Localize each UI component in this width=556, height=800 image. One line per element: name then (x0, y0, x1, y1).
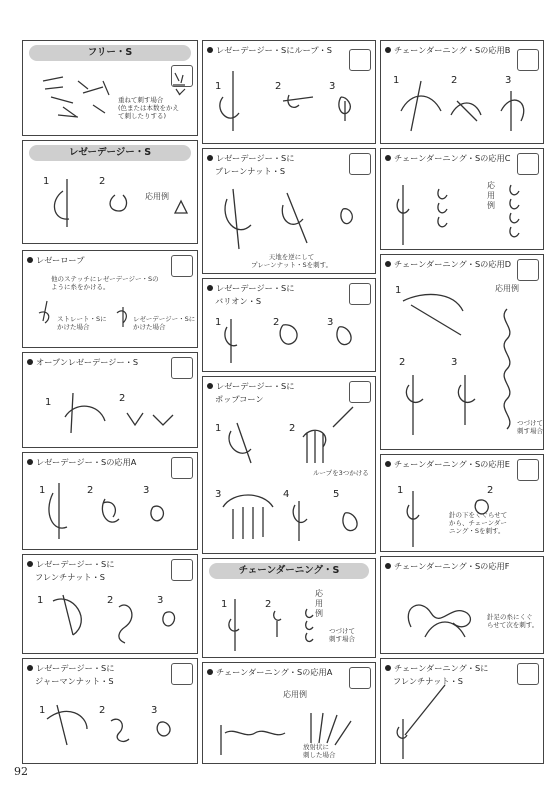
panel-title (381, 557, 543, 575)
example-label: 応用例 (283, 690, 307, 699)
panel-chain-app-c (380, 148, 544, 250)
step-number: 1 (397, 485, 404, 496)
bullet-icon (385, 261, 391, 267)
step-number: 3 (157, 595, 164, 606)
step-number: 3 (327, 317, 334, 328)
panel-lazy-daisy-app-a (22, 452, 198, 550)
drop-icon (171, 559, 193, 581)
step-number: 2 (99, 176, 106, 187)
bullet-icon (27, 561, 33, 567)
panel-lazy-loop (202, 40, 376, 144)
example-label: 応用例 (487, 181, 495, 210)
panel-lazy-french-knot (22, 554, 198, 654)
rope-note: 他のステッチにレゼーデージー・Sの ように糸をかける。 (51, 275, 159, 291)
knot-icon (517, 663, 539, 685)
step-number: 1 (45, 397, 52, 408)
app-e-note: 針の下をくぐらせて から、チェーンダー ニング・Sを刺す。 (449, 511, 508, 535)
panel-title-text: レゼーデージー・Sの応用A (36, 457, 137, 467)
panel-title-text: チェーンダーニング・Sの応用F (394, 561, 510, 571)
chain-icon (517, 153, 539, 175)
panel-title: レゼーデージー・S (29, 145, 191, 161)
step-number: 2 (273, 317, 280, 328)
panel-title-line2: フレンチナット・S (35, 572, 106, 582)
panel-chain-darning (202, 558, 376, 658)
panel-free-stitch (22, 40, 198, 136)
panel-open-lazy-daisy (22, 352, 198, 448)
panel-title-text: チェーンダーニング・Sの応用B (394, 45, 511, 55)
step-number: 3 (505, 75, 512, 86)
bullet-icon (207, 155, 213, 161)
plain-note: 天地を逆にして プレーンナット・Sを刺す。 (251, 253, 333, 269)
loop-icon (517, 459, 539, 481)
bullet-icon (27, 359, 33, 365)
panel-title: チェーンダーニング・S (209, 563, 369, 579)
step-number: 3 (451, 357, 458, 368)
popcorn-note: ループを3つかける (313, 469, 369, 477)
panel-chain-french-knot (380, 658, 544, 764)
step-number: 2 (399, 357, 406, 368)
burst-icon (171, 65, 193, 87)
bullet-icon (207, 383, 213, 389)
step-number: 1 (395, 285, 402, 296)
panel-title-text: チェーンダーニング・Sの応用D (394, 259, 512, 269)
panel-lazy-plain-knot (202, 148, 376, 274)
panel-chain-app-e (380, 454, 544, 552)
example-label: 応用例 (315, 589, 323, 618)
bullet-icon (385, 563, 391, 569)
step-number: 3 (329, 81, 336, 92)
app-f-note: 針足の糸にくぐ らせて次を刺す。 (487, 613, 539, 629)
triangle-icon (171, 663, 193, 685)
step-number: 1 (393, 75, 400, 86)
bullet-icon (385, 47, 391, 53)
panel-lazy-german-knot (22, 658, 198, 764)
step-number: 1 (37, 595, 44, 606)
panel-title-text: チェーンダーニング・Sに (394, 663, 489, 673)
panel-title-text: オープンレゼーデージー・S (36, 357, 139, 367)
panel-title: フリー・S (29, 45, 191, 61)
step-number: 2 (87, 485, 94, 496)
daisy-label: レゼーデージー・Sに かけた場合 (133, 315, 196, 331)
step-number: 2 (119, 393, 126, 404)
step-number: 1 (43, 176, 50, 187)
straight-label: ストレート・Sに かけた場合 (57, 315, 107, 331)
sprig-icon (517, 49, 539, 71)
bullet-icon (27, 665, 33, 671)
bullet-icon (385, 461, 391, 467)
step-number: 3 (215, 489, 222, 500)
flower-icon (349, 667, 371, 689)
bullet-icon (27, 257, 33, 263)
chain-darning-note: つづけて 刺す場合 (329, 627, 355, 643)
bullet-icon (207, 669, 213, 675)
panel-title-line2: フレンチナット・S (393, 676, 464, 686)
panel-title-line2: プレーンナット・S (215, 166, 286, 176)
panel-title-text: レゼーデージー・Sに (216, 381, 295, 391)
bullet-icon (207, 285, 213, 291)
step-number: 1 (215, 81, 222, 92)
panel-title-text: チェーンダーニング・Sの応用E (394, 459, 510, 469)
step-number: 1 (39, 705, 46, 716)
panel-chain-darning-app-a (202, 662, 376, 764)
step-number: 1 (215, 423, 222, 434)
panel-title-text: チェーンダーニング・Sの応用C (394, 153, 511, 163)
example-label: 応用例 (145, 192, 169, 201)
step-number: 5 (333, 489, 340, 500)
drop-icon (349, 49, 371, 71)
step-number: 2 (289, 423, 296, 434)
popcorn-icon (349, 381, 371, 403)
drop-icon (349, 153, 371, 175)
leaf-icon (171, 457, 193, 479)
step-number: 3 (151, 705, 158, 716)
page-number: 92 (14, 765, 28, 778)
bullet-icon (27, 459, 33, 465)
panel-title-text: レゼーデージー・Sに (216, 153, 295, 163)
arch-icon (171, 357, 193, 379)
panel-lazy-bullion (202, 278, 376, 372)
step-number: 1 (221, 599, 228, 610)
continuous-note: つづけて 刺す場合 (517, 419, 543, 435)
panel-title-text: レゼーデージー・Sに (216, 283, 295, 293)
panel-chain-app-d (380, 254, 544, 450)
bullet-icon (385, 665, 391, 671)
radial-note: 放射状に 刺した場合 (303, 743, 336, 759)
panel-lazy-popcorn (202, 376, 376, 554)
panel-title-line2: ポップコーン (215, 394, 264, 404)
free-note: 重ねて刺す場合 (色または本数をかえ て刺したりする) (118, 96, 180, 120)
drop-icon (349, 283, 371, 305)
bullet-icon (207, 47, 213, 53)
step-number: 2 (107, 595, 114, 606)
drop-icon (171, 255, 193, 277)
panel-title-text: レゼーデージー・Sにループ・S (216, 45, 332, 55)
panel-lazy-rope (22, 250, 198, 348)
step-number: 2 (265, 599, 272, 610)
panel-title-line2: バリオン・S (215, 296, 262, 306)
bullet-icon (385, 155, 391, 161)
step-number: 2 (275, 81, 282, 92)
step-number: 1 (39, 485, 46, 496)
panel-title-line2: ジャーマンナット・S (35, 676, 114, 686)
double-link-icon (517, 259, 539, 281)
panel-title-text: レゼーロープ (36, 255, 85, 265)
step-number: 2 (451, 75, 458, 86)
step-number: 2 (487, 485, 494, 496)
panel-title-text: レゼーデージー・Sに (36, 663, 115, 673)
panel-title-text: レゼーデージー・Sに (36, 559, 115, 569)
step-number: 3 (143, 485, 150, 496)
step-number: 4 (283, 489, 290, 500)
panel-title-text: チェーンダーニング・Sの応用A (216, 667, 333, 677)
stitch-guide-page (22, 40, 542, 765)
panel-chain-app-f (380, 556, 544, 654)
panel-lazy-daisy (22, 140, 198, 244)
example-label: 応用例 (495, 284, 519, 293)
step-number: 2 (99, 705, 106, 716)
step-number: 1 (215, 317, 222, 328)
panel-chain-app-b (380, 40, 544, 144)
